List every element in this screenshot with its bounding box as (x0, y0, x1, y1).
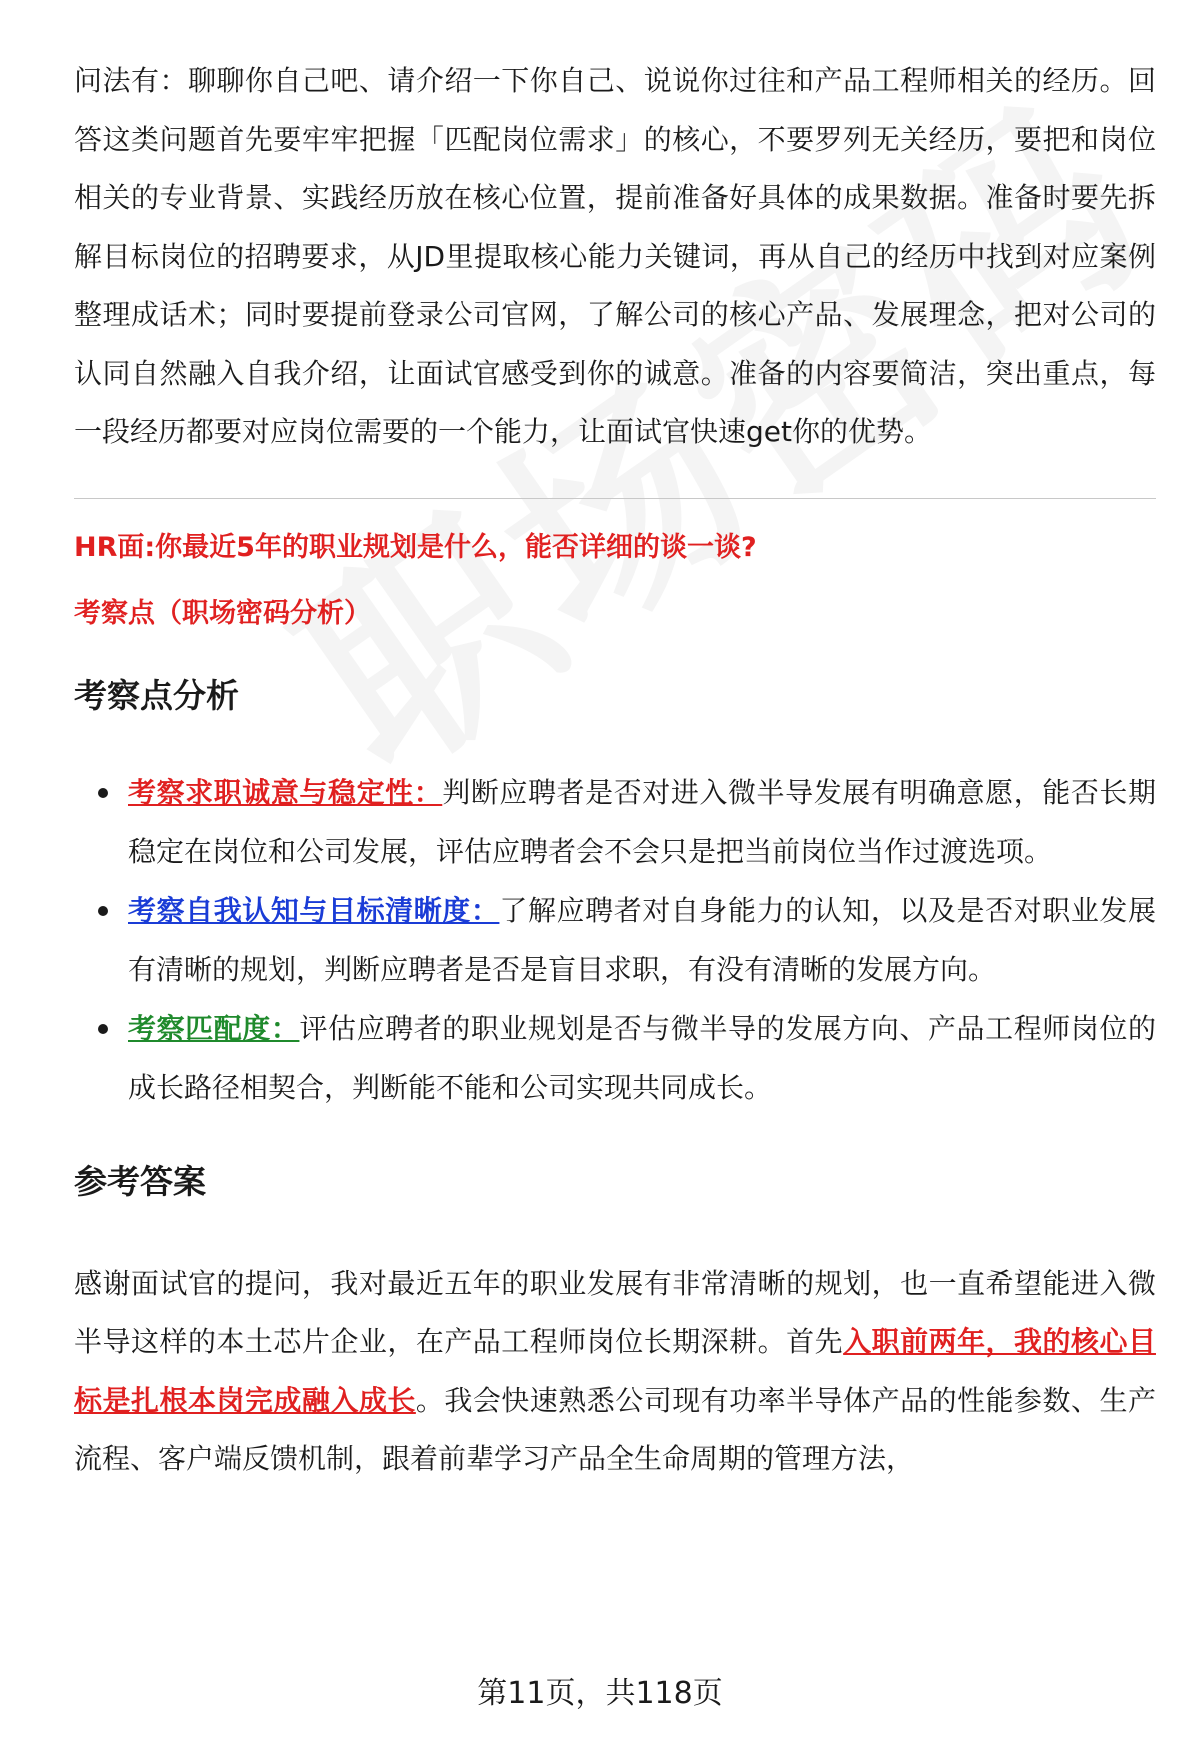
analysis-point (128, 763, 1156, 881)
bullet-icon (98, 906, 108, 916)
answer-text-after: 。我会快速熟悉公司现有功率半导体产品的性能参数、生产流程、客户端反馈机制，跟着前辈学习产品全生命周期的管理方法， (74, 1383, 1156, 1475)
analysis-heading: 考察点分析 (74, 675, 239, 715)
point-label: 考察求职诚意与稳定性： (128, 775, 443, 809)
question-title: HR面:你最近5年的职业规划是什么，能否详细的谈一谈? (74, 531, 757, 563)
answer-heading: 参考答案 (74, 1161, 206, 1201)
answer-text-before: 感谢面试官的提问，我对最近五年的职业发展有非常清晰的规划，也一直希望能进入微半导这样的本土芯片企业，在产品工程师岗位长期深耕。首先 (74, 1266, 1156, 1358)
question-subtitle: 考察点（职场密码分析） (74, 597, 371, 629)
analysis-point (128, 999, 1156, 1117)
point-label: 考察自我认知与目标清晰度： (128, 893, 500, 927)
bullet-icon (98, 1024, 108, 1034)
bullet-icon (98, 788, 108, 798)
analysis-list (74, 763, 1156, 1117)
page-number: 第11页，共118页 (477, 1676, 723, 1711)
answer-paragraph (74, 1255, 1156, 1489)
point-text: 了解应聘者对自身能力的认知，以及是否对职业发展有清晰的规划，判断应聘者是否是盲目求职，有没有清晰的发展方向。 (128, 893, 1156, 986)
section-divider (74, 498, 1156, 499)
analysis-point (128, 881, 1156, 999)
point-label: 考察匹配度： (128, 1011, 300, 1045)
answer-highlight: 入职前两年，我的核心目标是扎根本岗完成融入成长 (74, 1325, 1156, 1417)
point-text: 判断应聘者是否对进入微半导发展有明确意愿，能否长期稳定在岗位和公司发展，评估应聘者会不会只是把当前岗位当作过渡选项。 (128, 775, 1156, 868)
intro-paragraph: 问法有：聊聊你自己吧、请介绍一下你自己、说说你过往和产品工程师相关的经历。回答这类问题首先要牢牢把握「匹配岗位需求」的核心，不要罗列无关经历，要把和岗位相关的专业背景、实践经历放在核心位置，提前准备好具体的成果数据。准备时要先拆解目标岗位的招聘要求，从JD里提取核心能力关键词，再从自己的经历中找到对应案例整理成话术；同时要提前登录公司官网，了解公司的核心产品、发展理念，把对公司的认同自然融入自我介绍，让面试官感受到你的诚意。准备的内容要简洁，突出重点，每一段经历都要对应岗位需要的一个能力，让面试官快速get你的优势。 (74, 64, 1156, 448)
point-text: 评估应聘者的职业规划是否与微半导的发展方向、产品工程师岗位的成长路径相契合，判断能不能和公司实现共同成长。 (128, 1011, 1156, 1104)
page-content (74, 52, 1156, 1489)
